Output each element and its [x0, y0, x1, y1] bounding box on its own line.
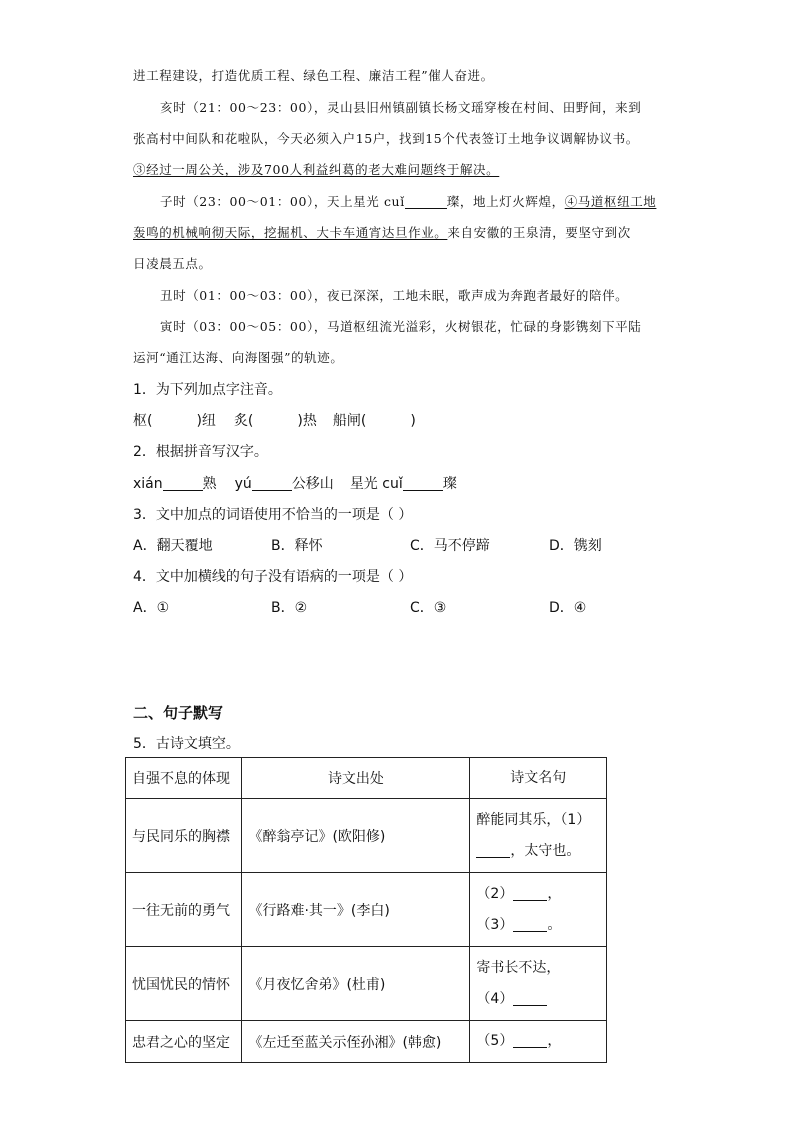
question-5: 5．古诗文填空。 [133, 736, 240, 752]
pinyin: yú [234, 476, 252, 492]
question-2: 2．根据拼音写汉字。 [133, 444, 268, 460]
source-cell: 《月夜忆舍弟》(杜甫) [242, 947, 470, 1021]
question-1: 1．为下列加点字注音。 [133, 382, 282, 398]
underlined-sentence-3: ③经过一周公关，涉及700人利益纠葛的老大难问题终于解决。 [133, 162, 500, 177]
q4-option-d[interactable]: D．④ [549, 600, 587, 616]
underlined-sentence-4: ④马道枢纽工地 [564, 194, 657, 209]
source-cell: 《醉翁亭记》(欧阳修) [242, 799, 470, 873]
q4-option-c[interactable]: C．③ [410, 600, 447, 616]
passage-text: 璨，地上灯火辉煌， [446, 194, 565, 209]
passage-line: 张高村中间队和花啦队，今天必须入户15户，找到15个代表签订土地争议调解协议书。 [133, 131, 639, 146]
quote-text: （3） [476, 916, 514, 933]
quote-text: ， [547, 1033, 562, 1049]
table-header: 诗文出处 [242, 758, 470, 799]
fill-blank[interactable] [403, 476, 443, 491]
source-cell: 《行路难·其一》(李白) [242, 873, 470, 947]
quote-text: 。 [547, 916, 562, 933]
quote-text: ，太守也。 [510, 842, 581, 859]
pinyin: 星光 cuǐ [349, 476, 403, 492]
passage-line: 丑时（01：00～03：00），夜已深深，工地未眠，歌声成为奔跑者最好的陪伴。 [160, 288, 629, 303]
quote-text: 醉能同其乐，（1） [476, 811, 591, 828]
quote-cell [470, 799, 607, 873]
q2-item: 公移山 [291, 476, 334, 492]
quote-text: （4） [476, 990, 514, 1007]
fill-blank[interactable] [513, 886, 547, 901]
q2-item: 熟 [202, 476, 217, 492]
question-2-items [133, 473, 457, 493]
q4-option-a[interactable]: A．① [133, 600, 170, 616]
table-header-row [126, 758, 607, 799]
quote-text: ， [547, 885, 562, 902]
theme-cell: 一往无前的勇气 [126, 873, 242, 947]
q1-item: 船闸( [332, 413, 367, 429]
q3-option-a[interactable]: A．翻天覆地 [133, 538, 213, 554]
quote-cell [470, 1021, 607, 1063]
table-header: 诗文名句 [470, 758, 607, 799]
q1-item: ) [410, 413, 416, 429]
question-4: 4．文中加横线的句子没有语病的一项是（ ） [133, 569, 413, 585]
table-header: 自强不息的体现 [126, 758, 242, 799]
table-row [126, 1021, 607, 1063]
question-3: 3．文中加点的词语使用不恰当的一项是（ ） [133, 507, 413, 523]
quote-text: 寄书长不达， [476, 959, 561, 976]
passage-line [133, 160, 663, 178]
q2-item: 璨 [442, 476, 457, 492]
fill-blank[interactable] [163, 476, 203, 491]
passage-line: 运河“通江达海、向海图强”的轨迹。 [133, 350, 344, 365]
fill-blank[interactable] [476, 843, 510, 858]
q1-item: 炙( [233, 413, 254, 429]
table-row [126, 873, 607, 947]
q3-option-b[interactable]: B．释怀 [271, 538, 323, 554]
theme-cell: 忧国忧民的情怀 [126, 947, 242, 1021]
quote-cell [470, 947, 607, 1021]
source-cell: 《左迁至蓝关示侄孙湘》(韩愈) [242, 1021, 470, 1063]
passage-line: 进工程建设，打造优质工程、绿色工程、廉洁工程”催人奋进。 [133, 68, 494, 83]
passage-line: 亥时（21：00～23：00），灵山县旧州镇副镇长杨文瑶穿梭在村间、田野间，来到 [160, 100, 642, 115]
question-1-items [133, 410, 416, 430]
quote-text: （5） [476, 1033, 514, 1049]
poem-table [125, 757, 607, 1063]
q3-option-c[interactable]: C．马不停蹄 [410, 538, 490, 554]
q4-option-b[interactable]: B．② [271, 600, 308, 616]
passage-line [160, 192, 690, 210]
q3-option-d[interactable]: D．镌刻 [549, 538, 602, 554]
fill-blank[interactable] [513, 991, 547, 1006]
table-row [126, 799, 607, 873]
table-row [126, 947, 607, 1021]
q1-item: )热 [297, 413, 317, 429]
fill-blank[interactable] [513, 1033, 547, 1048]
q1-item: )纽 [196, 413, 216, 429]
fill-blank[interactable] [405, 194, 447, 209]
pinyin: xián [133, 476, 163, 492]
passage-line: 日凌晨五点。 [133, 256, 212, 271]
theme-cell: 与民同乐的胸襟 [126, 799, 242, 873]
underlined-sentence-4: 轰鸣的机械响彻天际，挖掘机、大卡车通宵达旦作业。 [133, 225, 448, 240]
passage-line [133, 223, 663, 241]
q1-item: 枢( [133, 413, 153, 429]
fill-blank[interactable] [513, 917, 547, 932]
theme-cell: 忠君之心的坚定 [126, 1021, 242, 1063]
quote-text: （2） [476, 885, 514, 902]
fill-blank[interactable] [252, 476, 292, 491]
section-title: 二、句子默写 [133, 704, 224, 722]
quote-cell [470, 873, 607, 947]
passage-line: 寅时（03：00～05：00），马道枢纽流光溢彩，火树银花，忙碌的身影镌刻下平陆 [160, 319, 642, 334]
passage-text: 子时（23：00～01：00），天上星光 cuǐ [160, 194, 405, 209]
passage-text: 来自安徽的王泉清，要坚守到次 [447, 225, 631, 240]
